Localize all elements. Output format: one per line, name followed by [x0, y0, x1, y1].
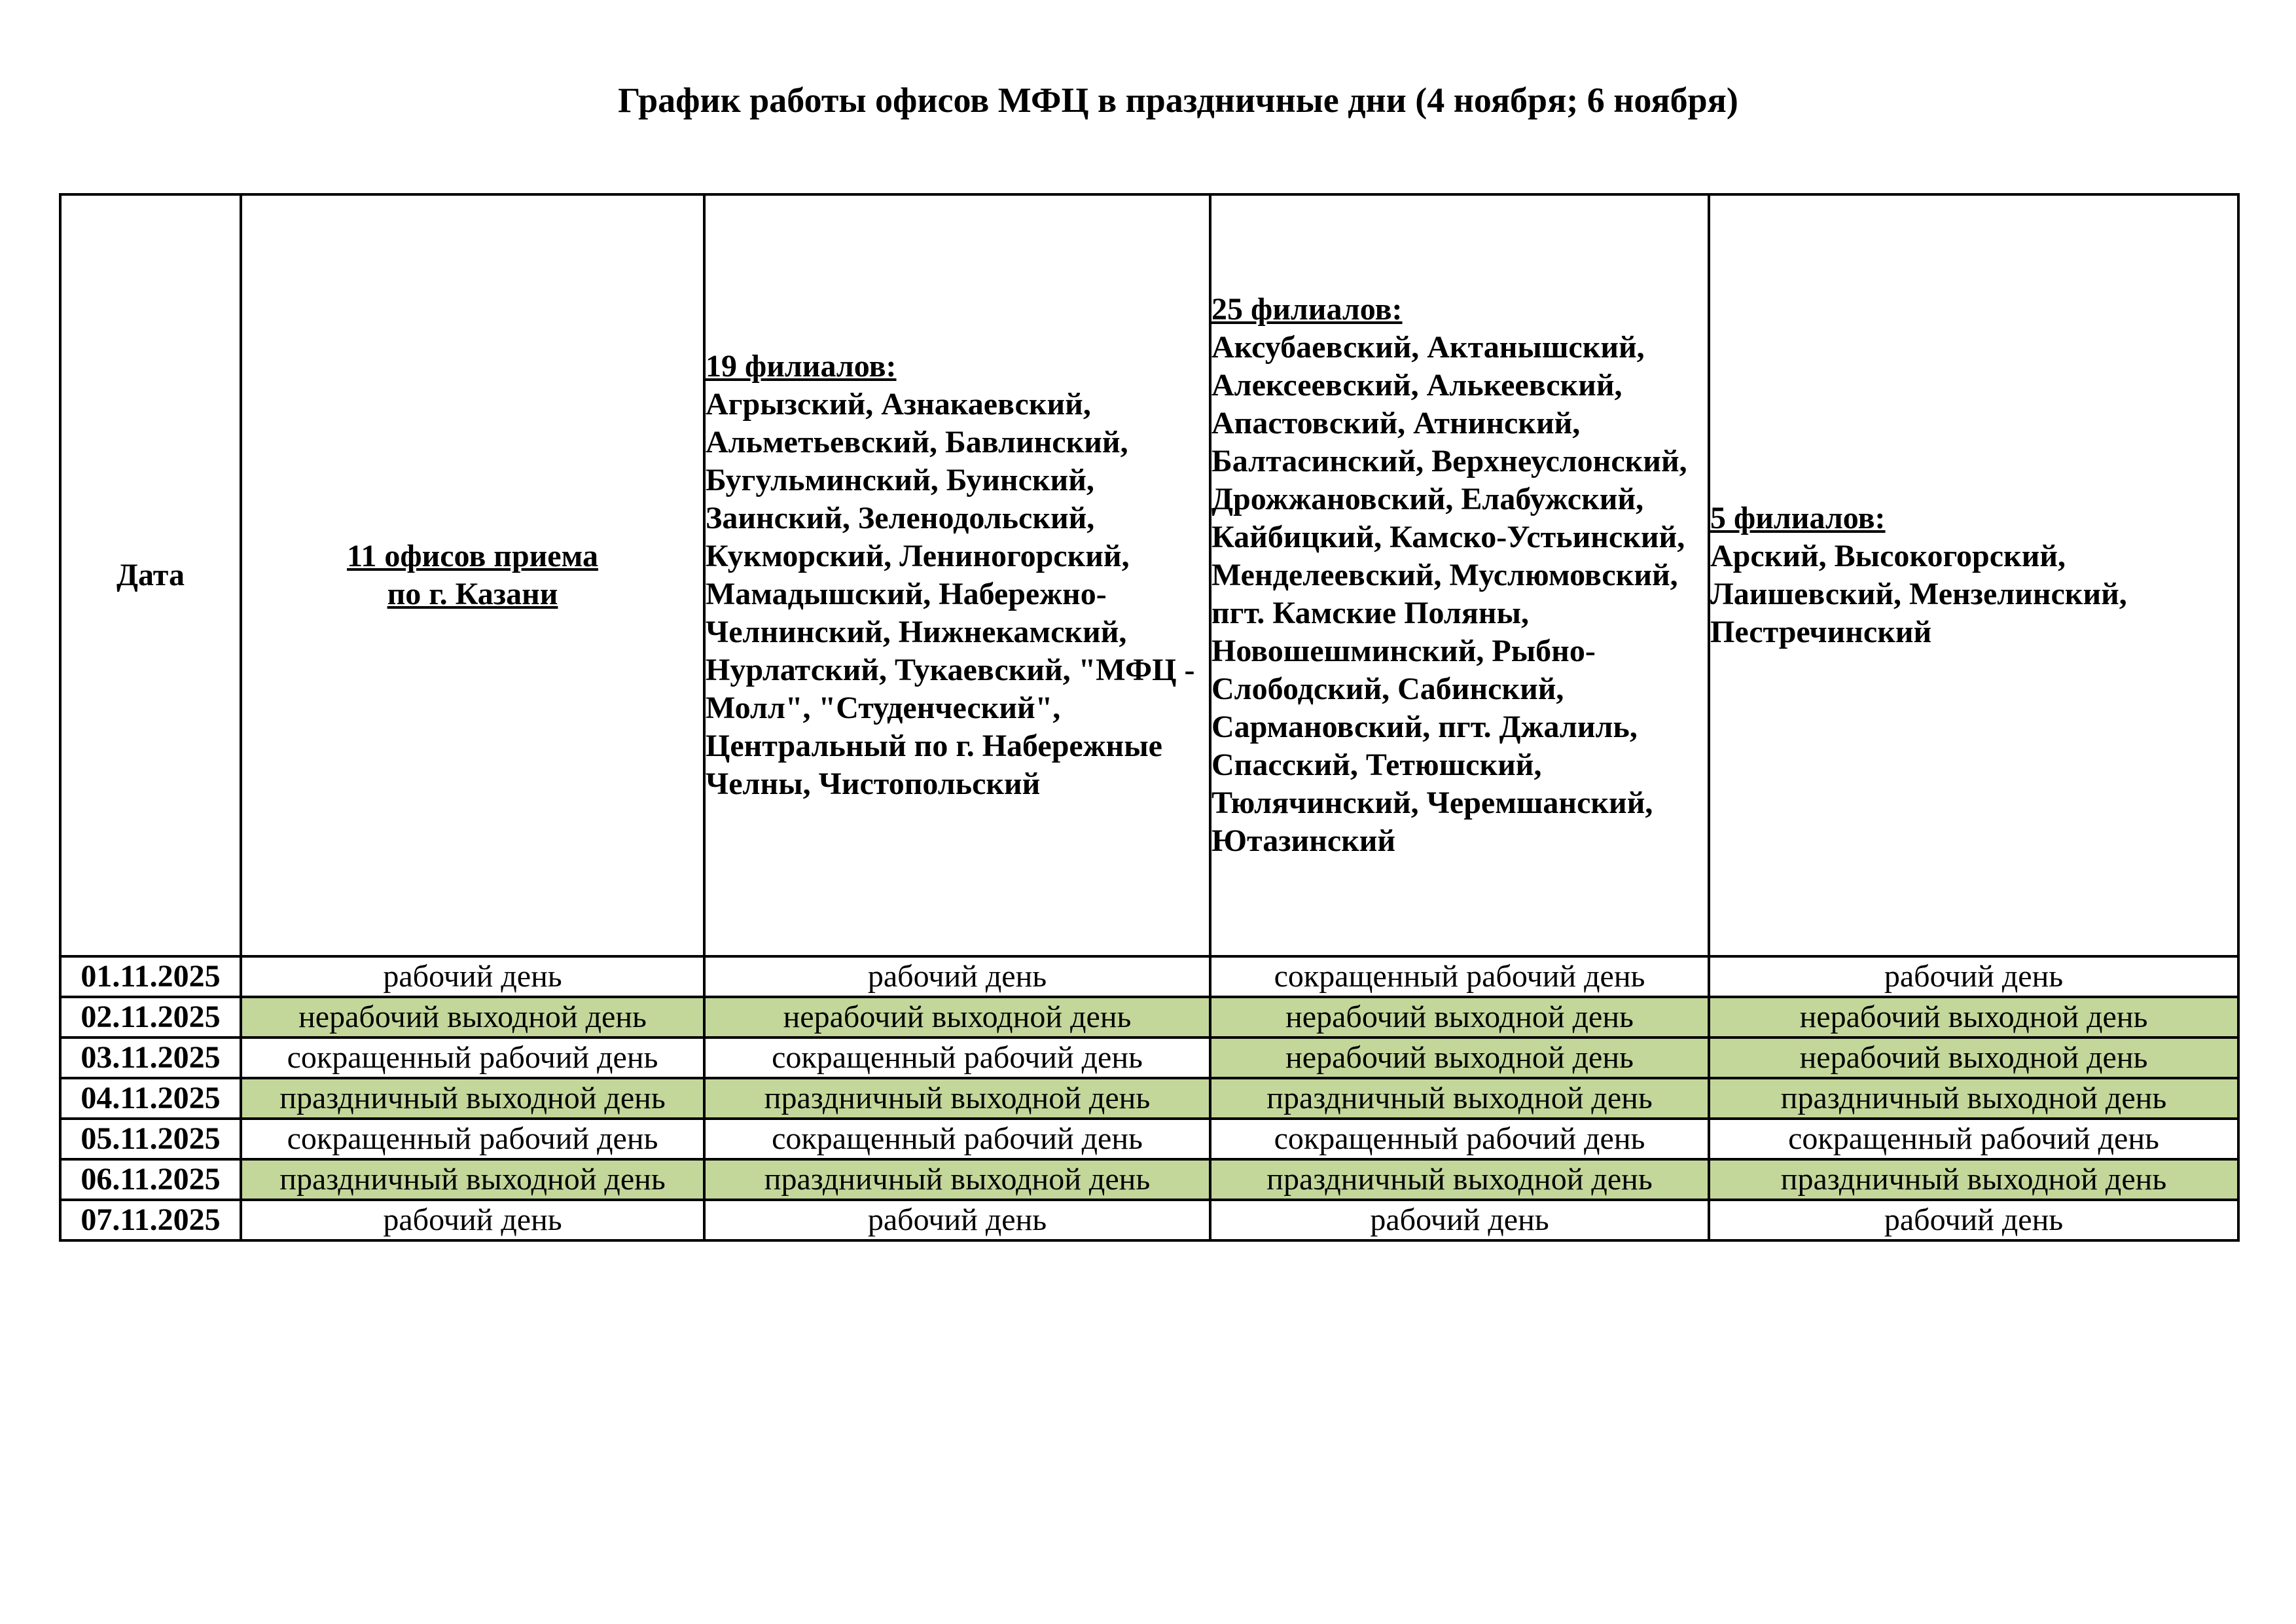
- date-column-header: Дата: [60, 194, 241, 956]
- group25-status-cell: сокращенный рабочий день: [1210, 956, 1709, 997]
- group5-status-cell: нерабочий выходной день: [1709, 997, 2238, 1038]
- date-cell: 04.11.2025: [60, 1078, 241, 1119]
- group25-status-cell: праздничный выходной день: [1210, 1078, 1709, 1119]
- group25-header: [1210, 194, 1709, 956]
- group5-status-cell: сокращенный рабочий день: [1709, 1119, 2238, 1159]
- kazan-status-cell: праздничный выходной день: [241, 1078, 704, 1119]
- group19-count: 19 филиалов:: [706, 349, 897, 384]
- header-row: [60, 194, 2238, 956]
- group25-status-cell: рабочий день: [1210, 1200, 1709, 1240]
- kazan-header-line2: по г. Казани: [387, 577, 558, 611]
- group5-list: Арский, Высокогорский, Лаишевский, Мензелинский, Пестречинский: [1710, 539, 2127, 649]
- date-cell: 01.11.2025: [60, 956, 241, 997]
- table-row: [60, 997, 2238, 1038]
- group19-status-cell: нерабочий выходной день: [704, 997, 1210, 1038]
- group19-status-cell: праздничный выходной день: [704, 1159, 1210, 1200]
- table-row: [60, 1159, 2238, 1200]
- group5-status-cell: рабочий день: [1709, 956, 2238, 997]
- date-cell: 05.11.2025: [60, 1119, 241, 1159]
- group5-status-cell: рабочий день: [1709, 1200, 2238, 1240]
- group19-status-cell: сокращенный рабочий день: [704, 1119, 1210, 1159]
- table-row: [60, 1119, 2238, 1159]
- table-row: [60, 1078, 2238, 1119]
- group25-status-cell: нерабочий выходной день: [1210, 1038, 1709, 1078]
- date-cell: 06.11.2025: [60, 1159, 241, 1200]
- kazan-status-cell: рабочий день: [241, 956, 704, 997]
- group19-status-cell: сокращенный рабочий день: [704, 1038, 1210, 1078]
- table-row: [60, 956, 2238, 997]
- group19-status-cell: рабочий день: [704, 956, 1210, 997]
- group5-status-cell: праздничный выходной день: [1709, 1078, 2238, 1119]
- date-cell: 02.11.2025: [60, 997, 241, 1038]
- group25-list: Аксубаевский, Актанышский, Алексеевский, Алькеевский, Апастовский, Атнинский, Балтасинский, Верхнеуслонский, Дрожжановский, Елабужский, Кайбицкий, Камско-Устьинский, Менделеевский, Муслюмовский, пгт. Камские Поляны, Новошешминский, Рыбно-Слободский, Сабинский, Сармановский, пгт. Джалиль, Спасский, Тетюшский, Тюлячинский, Черемшанский, Ютазинский: [1211, 330, 1687, 858]
- page-title: График работы офисов МФЦ в праздничные дни (4 ноября; 6 ноября): [618, 81, 1738, 120]
- table-row: [60, 1200, 2238, 1240]
- group25-status-cell: сокращенный рабочий день: [1210, 1119, 1709, 1159]
- kazan-header-line1: 11 офисов приема: [347, 539, 598, 573]
- date-cell: 07.11.2025: [60, 1200, 241, 1240]
- group19-list: Агрызский, Азнакаевский, Альметьевский, Бавлинский, Бугульминский, Буинский, Заинский, Зеленодольский, Кукморский, Лениногорский, Мамадышский, Набережно-Челнинский, Нижнекамский, Нурлатский, Тукаевский, "МФЦ - Молл", "Студенческий", Центральный по г. Набережные Челны, Чистопольский: [706, 387, 1195, 801]
- group25-status-cell: нерабочий выходной день: [1210, 997, 1709, 1038]
- kazan-status-cell: рабочий день: [241, 1200, 704, 1240]
- table-row: [60, 1038, 2238, 1078]
- kazan-status-cell: нерабочий выходной день: [241, 997, 704, 1038]
- group5-count: 5 филиалов:: [1710, 501, 1886, 535]
- date-cell: 03.11.2025: [60, 1038, 241, 1078]
- group19-status-cell: рабочий день: [704, 1200, 1210, 1240]
- group25-status-cell: праздничный выходной день: [1210, 1159, 1709, 1200]
- group5-status-cell: нерабочий выходной день: [1709, 1038, 2238, 1078]
- group19-header: [704, 194, 1210, 956]
- group5-status-cell: праздничный выходной день: [1709, 1159, 2238, 1200]
- kazan-status-cell: сокращенный рабочий день: [241, 1119, 704, 1159]
- kazan-offices-header: [241, 194, 704, 956]
- group5-header: [1709, 194, 2238, 956]
- group25-count: 25 филиалов:: [1211, 292, 1403, 327]
- schedule-table: [59, 193, 2240, 1242]
- kazan-status-cell: праздничный выходной день: [241, 1159, 704, 1200]
- kazan-status-cell: сокращенный рабочий день: [241, 1038, 704, 1078]
- group19-status-cell: праздничный выходной день: [704, 1078, 1210, 1119]
